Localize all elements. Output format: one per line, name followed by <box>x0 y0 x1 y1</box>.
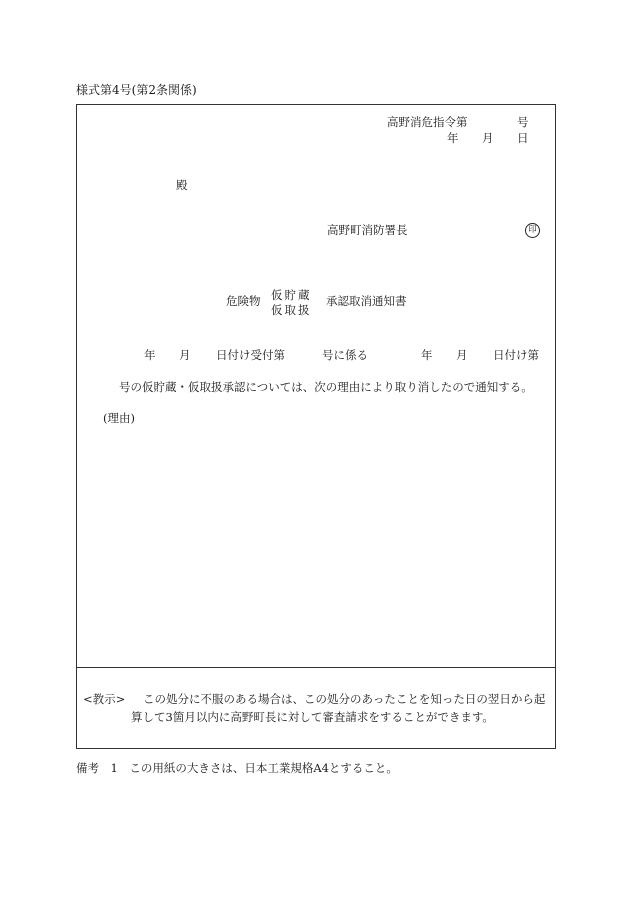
body-line-2: 号の仮貯蔵・仮取扱承認については、次の理由により取り消したので通知する。 <box>119 380 533 394</box>
body-year-1: 年 <box>144 348 156 362</box>
date-month: 月 <box>482 131 494 145</box>
issuer-name: 高野町消防署長 <box>327 223 408 237</box>
title-stack-bottom: 仮取扱 <box>271 303 312 317</box>
date-year: 年 <box>447 131 459 145</box>
instruction-line-1: この処分に不服のある場合は、この処分のあったことを知った日の翌日から起 <box>143 692 546 706</box>
notice-form-frame <box>76 104 556 749</box>
seal-icon: 印 <box>525 223 540 238</box>
doc-number-prefix: 高野消危指令第 <box>387 115 468 129</box>
body-month-1: 月 <box>179 348 191 362</box>
title-stack-top: 仮貯蔵 <box>271 288 312 302</box>
body-received-text: 日付け受付第 <box>216 348 285 362</box>
title-stack <box>271 288 312 318</box>
doc-number-suffix: 号 <box>517 115 529 129</box>
title-prefix: 危険物 <box>226 294 261 308</box>
footnote: 備考 1 この用紙の大きさは、日本工業規格A4とすること。 <box>76 761 398 775</box>
addressee-suffix: 殿 <box>176 178 188 192</box>
instruction-divider <box>77 667 555 668</box>
date-day: 日 <box>517 131 529 145</box>
form-label: 様式第4号(第2条関係) <box>76 83 197 97</box>
body-year-2: 年 <box>421 348 433 362</box>
instruction-label: <教示> <box>83 692 126 706</box>
title-suffix: 承認取消通知書 <box>326 294 407 308</box>
instruction-line-2: 算して3箇月以内に高野町長に対して審査請求をすることができます。 <box>131 710 494 724</box>
reason-label: (理由) <box>103 411 135 425</box>
body-related-text: 号に係る <box>322 348 368 362</box>
body-month-2: 月 <box>456 348 468 362</box>
body-dated-text: 日付け第 <box>493 348 539 362</box>
